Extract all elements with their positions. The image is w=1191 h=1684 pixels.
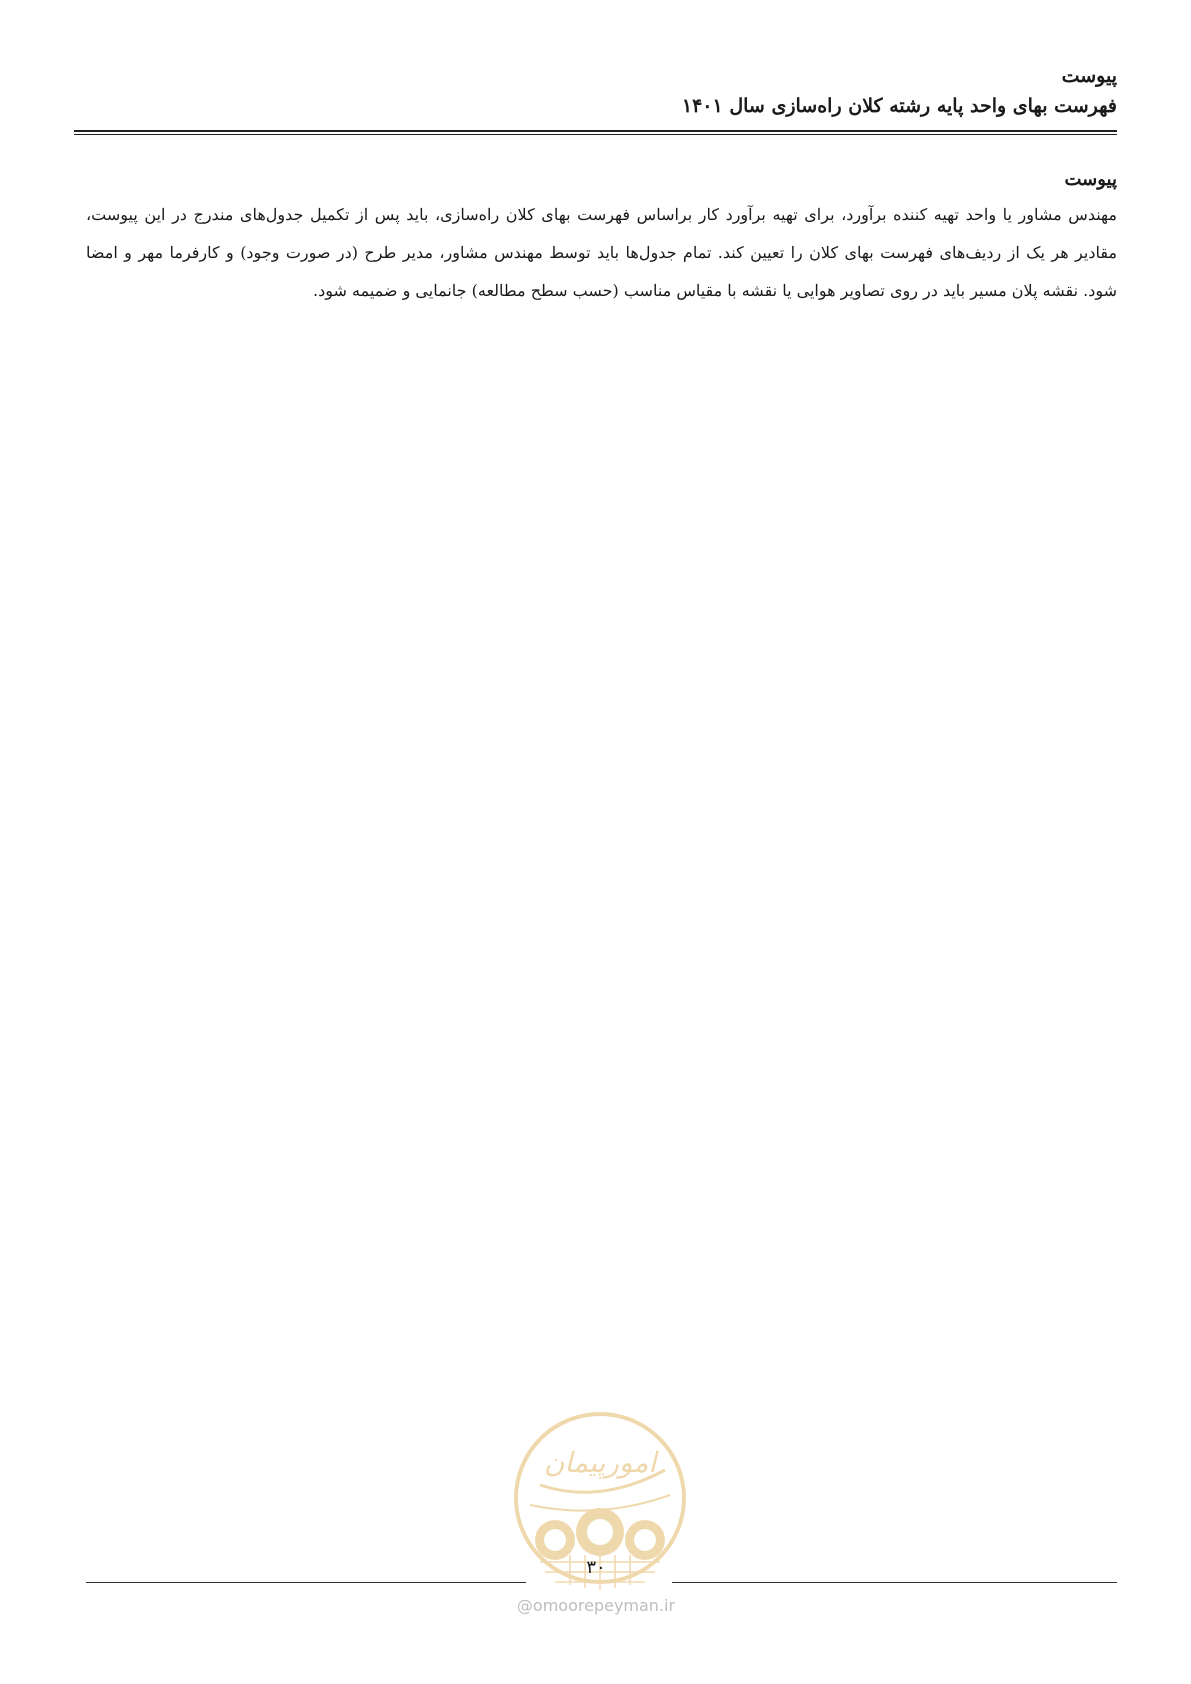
footer-url: @omoorepeyman.ir bbox=[516, 1596, 676, 1615]
section-paragraph: مهندس مشاور یا واحد تهیه کننده برآورد، برای تهیه برآورد کار براساس فهرست بهای کلان راه‌سازی، باید پس از تکمیل جدول‌های مندرج در این پیوست، مقادیر هر یک از ردیف‌های فهرست بهای کلان را تعیین کند. تمام جدول‌ها باید توسط مهندس مشاور، مدیر طرح (در صورت وجود) و کارفرما مهر و امضا شود. نقشه پلان مسیر باید در روی تصاویر هوایی یا نقشه با مقیاس مناسب (حسب سطح مطالعه) جانمایی و ضمیمه شود. bbox=[86, 205, 1117, 300]
header-section-label: پیوست bbox=[1061, 65, 1117, 87]
footer-rule-right bbox=[672, 1582, 1117, 1583]
footer-rule-left bbox=[86, 1582, 526, 1583]
page-number: ۳۰ bbox=[586, 1557, 606, 1578]
header-rule-thin bbox=[74, 134, 1117, 135]
appendix-section bbox=[86, 166, 1117, 310]
section-title: پیوست bbox=[1064, 169, 1117, 190]
header-rule-thick bbox=[74, 130, 1117, 132]
watermark-text: امورپیمان bbox=[543, 1446, 657, 1479]
page-header bbox=[74, 62, 1117, 122]
header-title: فهرست بهای واحد پایه رشته کلان راه‌سازی سال ۱۴۰۱ bbox=[681, 95, 1117, 117]
